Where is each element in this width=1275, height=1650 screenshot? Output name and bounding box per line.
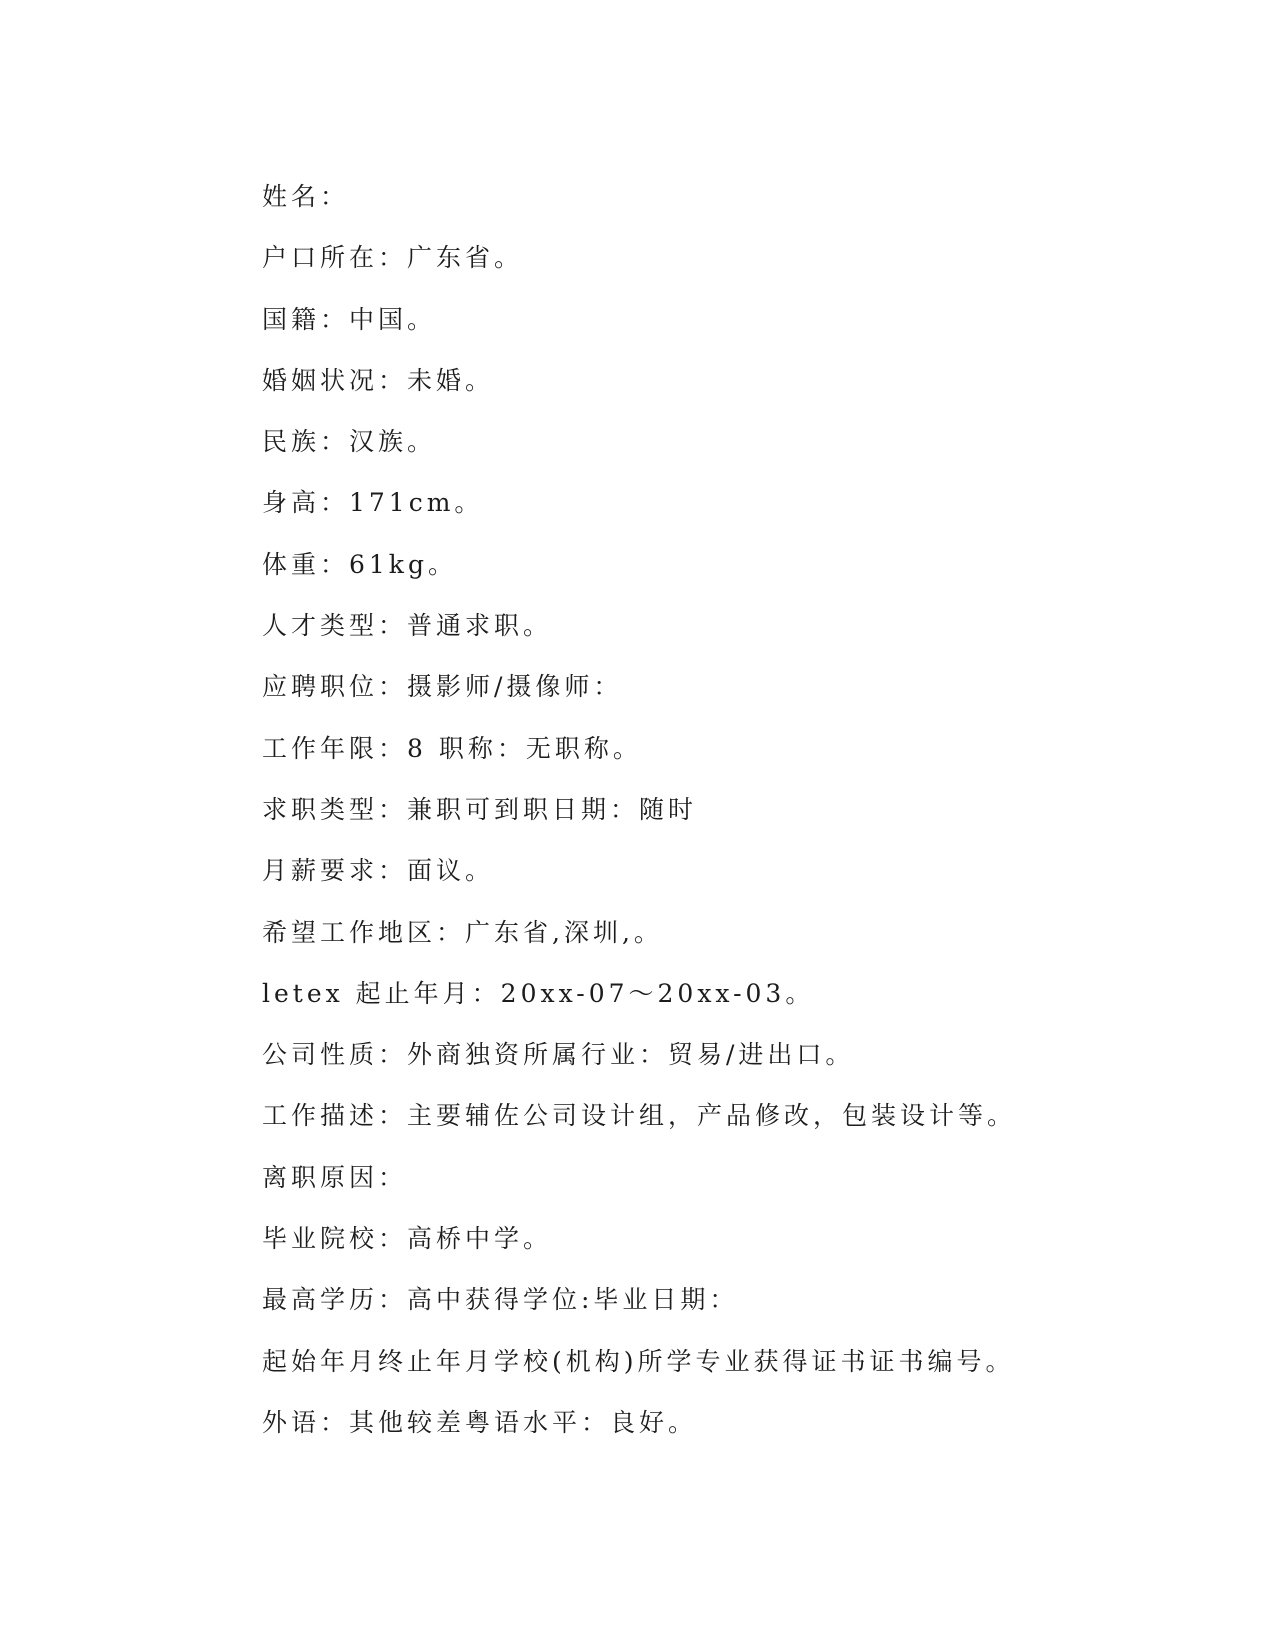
field-name: 姓名： xyxy=(262,182,350,211)
field-school: 毕业院校：高桥中学。 xyxy=(262,1224,553,1254)
field-weight: 体重：61kg。 xyxy=(262,549,457,579)
field-position: 应聘职位：摄影师/摄像师： xyxy=(262,672,623,702)
field-education: 最高学历：高中获得学位:毕业日期： xyxy=(262,1285,739,1315)
resume-body xyxy=(262,166,1162,1453)
field-work-years: 工作年限：8 职称：无职称。 xyxy=(262,733,642,763)
field-certificates: 起始年月终止年月学校(机构)所学专业获得证书证书编号。 xyxy=(262,1346,1015,1376)
field-company-nature: 公司性质：外商独资所属行业：贸易/进出口。 xyxy=(262,1040,855,1070)
field-leave-reason: 离职原因： xyxy=(262,1162,408,1192)
field-languages: 外语：其他较差粤语水平：良好。 xyxy=(262,1407,698,1437)
field-salary: 月薪要求：面议。 xyxy=(262,856,495,886)
field-ethnicity: 民族：汉族。 xyxy=(262,427,437,457)
field-job-description: 工作描述：主要辅佐公司设计组，产品修改，包装设计等。 xyxy=(262,1101,1017,1131)
field-job-type: 求职类型：兼职可到职日期：随时 xyxy=(262,794,698,824)
field-talent-type: 人才类型：普通求职。 xyxy=(262,611,553,641)
field-nationality: 国籍：中国。 xyxy=(262,304,437,334)
field-hukou: 户口所在：广东省。 xyxy=(262,243,524,273)
field-marital-status: 婚姻状况：未婚。 xyxy=(262,365,495,395)
field-work-region: 希望工作地区：广东省,深圳,。 xyxy=(262,917,663,947)
field-height: 身高：171cm。 xyxy=(262,488,484,518)
field-employment-period: letex 起止年月：20xx-07～20xx-03。 xyxy=(262,978,815,1008)
